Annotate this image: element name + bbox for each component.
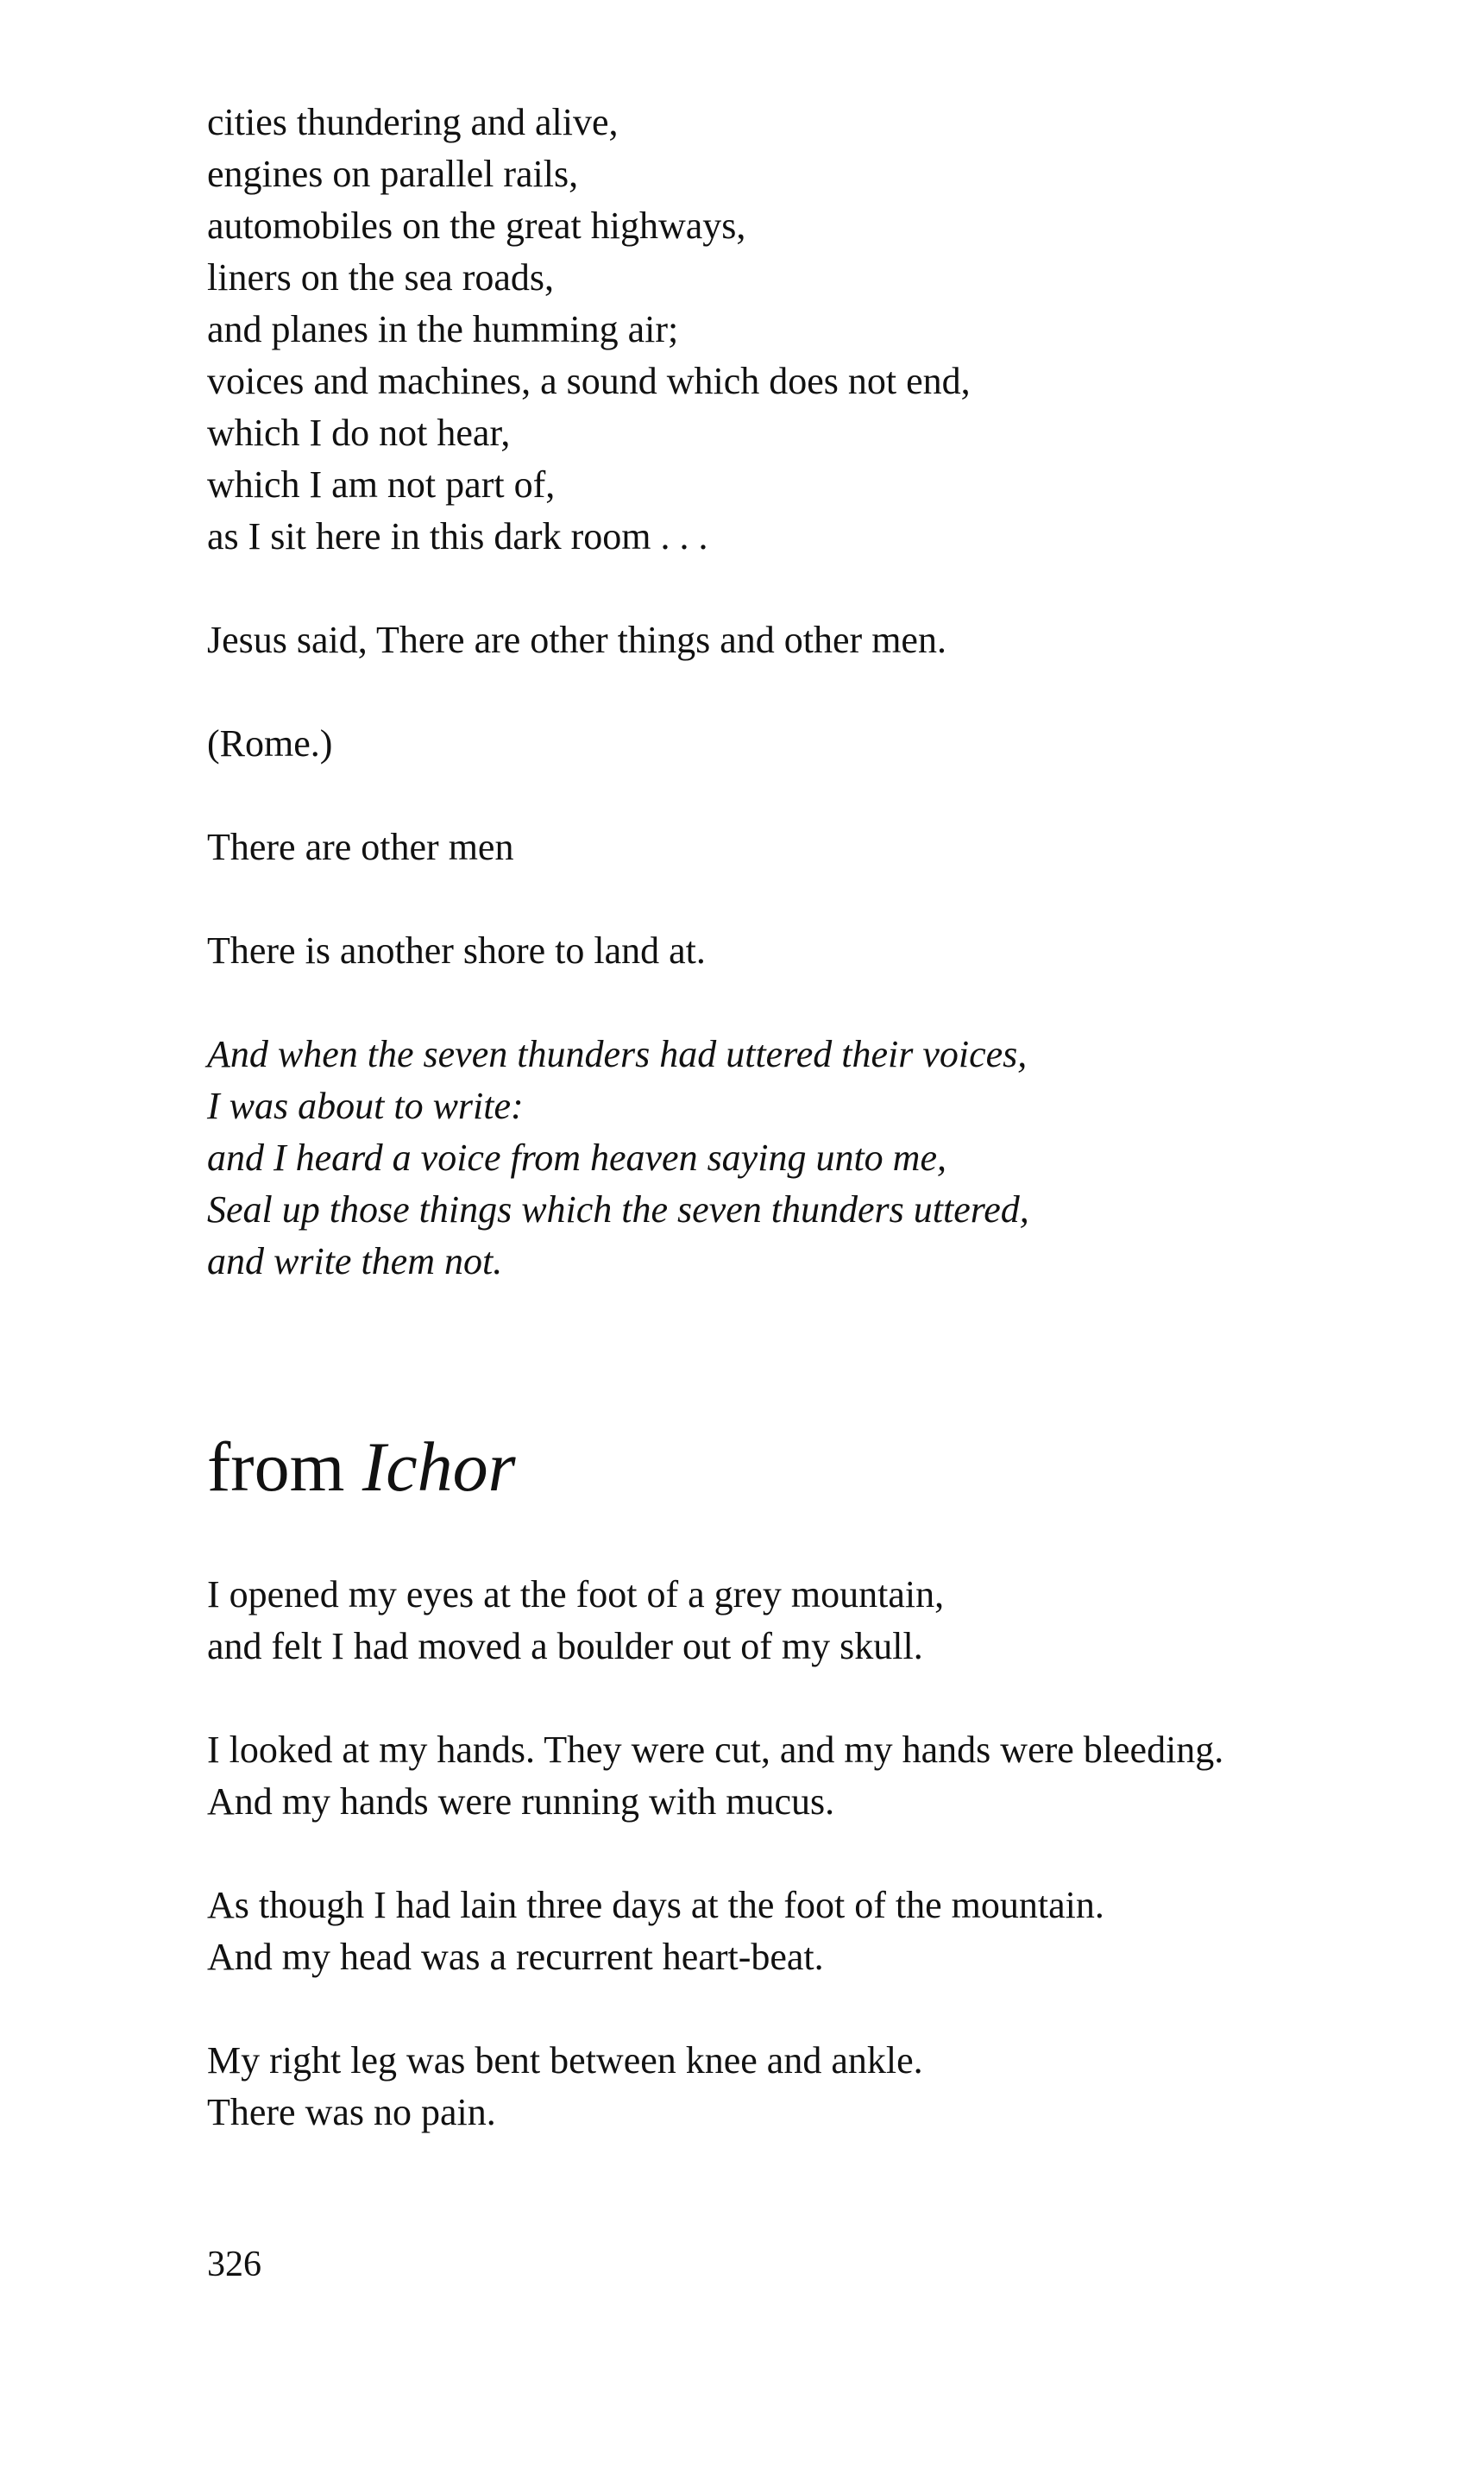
poem-line: Jesus said, There are other things and other men. (207, 619, 946, 661)
poem-line: And my head was a recurrent heart-beat. (207, 1936, 824, 1978)
stanza-other-shore (207, 925, 1449, 977)
ichor-stanza (207, 1880, 1449, 1983)
poem-line: as I sit here in this dark room . . . (207, 515, 708, 557)
poem-line: There is another shore to land at. (207, 929, 706, 972)
quote-line: Seal up those things which the seven thunders uttered, (207, 1188, 1029, 1231)
poem-line: and felt I had moved a boulder out of my skull. (207, 1625, 923, 1667)
poem-line: which I do not hear, (207, 412, 511, 454)
quote-line: and I heard a voice from heaven saying unto me, (207, 1137, 946, 1179)
poem-line: liners on the sea roads, (207, 256, 554, 299)
stanza-jesus (207, 614, 1449, 666)
section-title (207, 1424, 1449, 1510)
poem-line: voices and machines, a sound which does not end, (207, 360, 971, 402)
poem-line: cities thundering and alive, (207, 101, 619, 143)
section-title-work: Ichor (362, 1427, 516, 1506)
poem-line: As though I had lain three days at the foot of the mountain. (207, 1884, 1104, 1926)
poem-line: And my hands were running with mucus. (207, 1780, 835, 1823)
stanza-cities (207, 97, 1449, 563)
quote-line: I was about to write: (207, 1085, 524, 1127)
poem-line: (Rome.) (207, 722, 333, 765)
poem-line: I opened my eyes at the foot of a grey mountain, (207, 1573, 945, 1616)
quote-line: And when the seven thunders had uttered their voices, (207, 1033, 1028, 1075)
poem-line: automobiles on the great highways, (207, 205, 746, 247)
stanza-other-men (207, 822, 1449, 873)
ichor-stanza (207, 1724, 1449, 1828)
poem-line: engines on parallel rails, (207, 153, 579, 195)
poem-line: which I am not part of, (207, 463, 556, 506)
page-number: 326 (207, 2245, 261, 2284)
page-content (207, 97, 1449, 2138)
poem-line: My right leg was bent between knee and ankle. (207, 2039, 923, 2082)
poem-line: There was no pain. (207, 2091, 496, 2133)
ichor-stanza (207, 2035, 1449, 2138)
poem-line: There are other men (207, 826, 514, 868)
poem-line: and planes in the humming air; (207, 308, 679, 350)
stanza-rome (207, 718, 1449, 770)
ichor-stanza (207, 1569, 1449, 1672)
quote-line: and write them not. (207, 1240, 503, 1282)
poem-line: I looked at my hands. They were cut, and my hands were bleeding. (207, 1729, 1224, 1771)
section-title-prefix: from (207, 1427, 345, 1506)
stanza-seven-thunders-quote (207, 1029, 1449, 1288)
